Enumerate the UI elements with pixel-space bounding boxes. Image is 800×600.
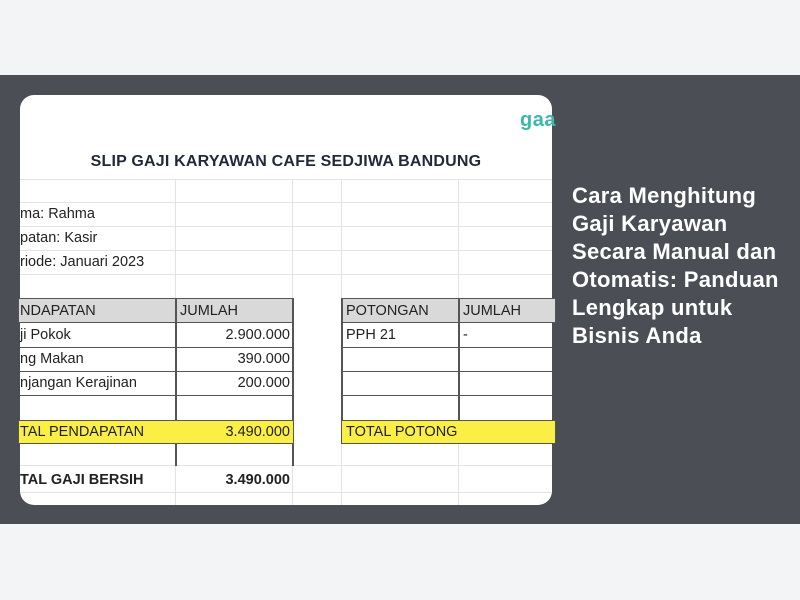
total-pendapatan-amount: 3.490.000 — [225, 424, 290, 440]
info-period: riode: Januari 2023 — [20, 254, 145, 270]
potongan-row-label: PPH 21 — [346, 327, 396, 343]
pendapatan-row-amount: 390.000 — [237, 351, 290, 367]
pendapatan-header: NDAPATAN — [20, 303, 96, 319]
total-pendapatan-label: TAL PENDAPATAN — [20, 424, 145, 440]
pendapatan-row-amount: 200.000 — [237, 375, 290, 391]
pendapatan-row-label: ji Pokok — [20, 327, 71, 343]
payslip-image — [20, 95, 556, 505]
potongan-amount-header: JUMLAH — [463, 303, 522, 319]
pendapatan-row-amount: 2.900.000 — [225, 327, 290, 343]
article-headline: Cara Menghitung Gaji Karyawan Secara Manual dan Otomatis: Panduan Lengkap untuk Bisnis Anda — [572, 183, 779, 348]
total-potongan-label: TOTAL POTONG — [346, 424, 458, 440]
info-name: ma: Rahma — [20, 206, 95, 222]
gaa-logo: gaa — [520, 109, 556, 131]
pendapatan-row-label: ng Makan — [20, 351, 84, 367]
payslip-title: SLIP GAJI KARYAWAN CAFE SEDJIWA BANDUNG — [90, 153, 482, 170]
pendapatan-amount-header: JUMLAH — [180, 303, 239, 319]
gaji-bersih-amount: 3.490.000 — [225, 472, 290, 488]
potongan-header: POTONGAN — [346, 303, 429, 319]
gaji-bersih-label: TAL GAJI BERSIH — [20, 472, 144, 488]
potongan-row-amount: - — [463, 327, 468, 343]
pendapatan-row-label: njangan Kerajinan — [20, 375, 137, 391]
info-position: patan: Kasir — [20, 230, 98, 246]
